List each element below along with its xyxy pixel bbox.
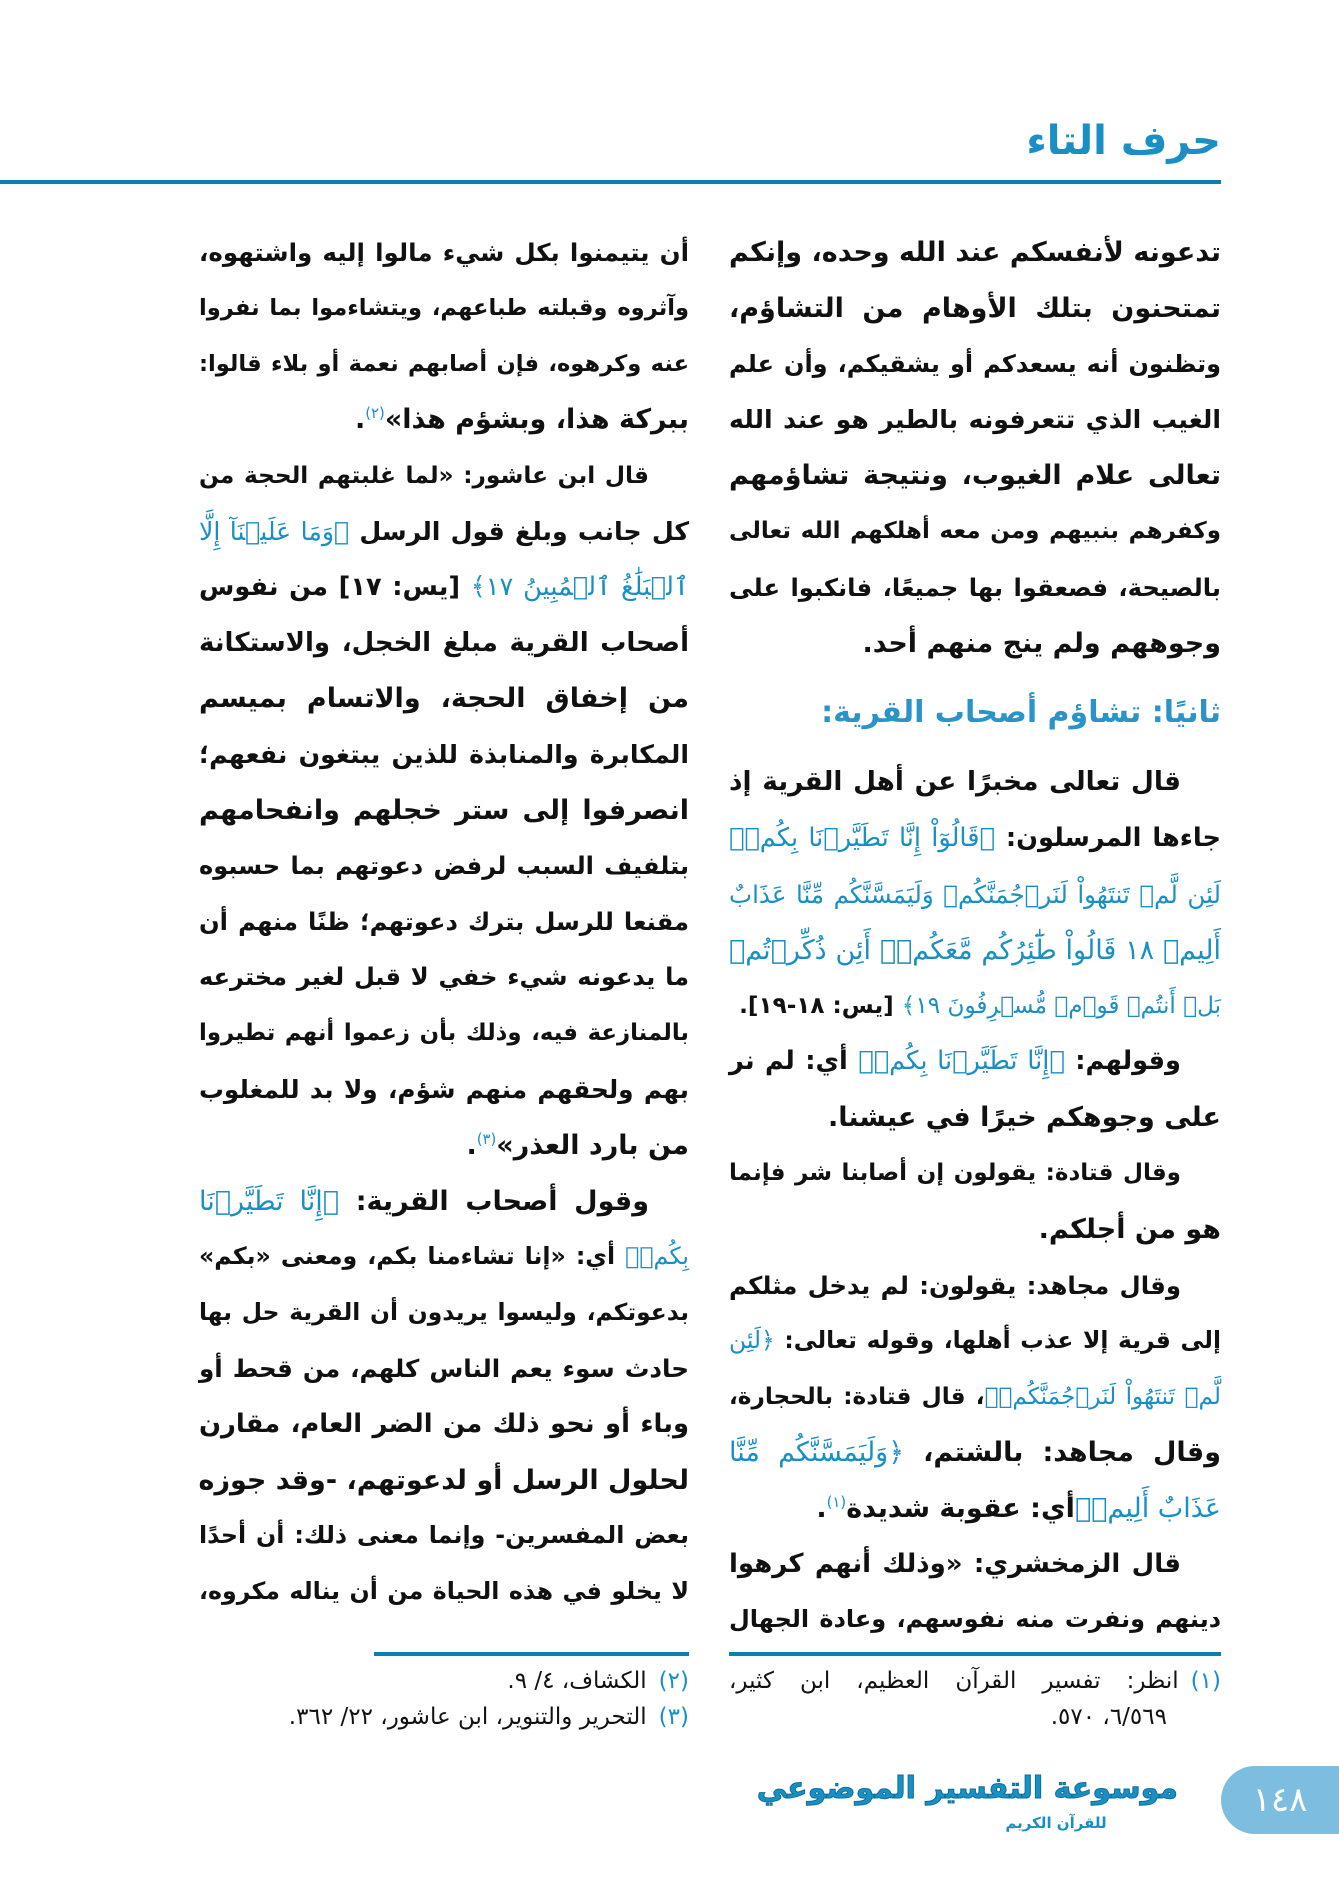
text-line [729,560,1221,616]
text-line [199,1397,689,1453]
text-line [199,1285,689,1341]
text-line-content [199,462,649,489]
text-line-content [729,460,1221,491]
body-text: حادث سوء يعم الناس كلهم، من قحط أو [199,1353,689,1383]
body-text: تعالى علام الغيوب، ونتيجة تشاؤمهم [729,460,1221,492]
body-text: أي: لم نر [729,1046,859,1077]
text-line-content [862,628,1221,659]
body-text: . [816,1492,827,1524]
body-text: وقولهم: [1064,1046,1181,1077]
body-text: أن يتيمنوا بكل شيء مالوا إليه واشتهوه، [199,238,689,267]
text-line [199,839,689,895]
body-text: بالمنازعة فيه، وذلك بأن زعموا أنهم تطيروا [199,1020,689,1047]
body-text: [يس: ١٨-١٩]. [739,992,902,1019]
body-text: بالصيحة، فصعقوا بها جميعًا، فانكبوا على [729,572,1221,602]
text-line [199,727,689,783]
footnote-text: انظر: تفسير القرآن العظيم، ابن كثير، [729,1668,1179,1694]
text-line-content [199,963,689,991]
encyclopedia-logo [756,1766,1178,1842]
body-text: . [354,404,366,436]
body-text: وباء أو نحو ذلك من الضر العام، مقارن [199,1408,689,1439]
text-line [729,1592,1221,1648]
text-line-content [466,1130,689,1161]
body-text: ما يدعونه شيء خفي لا قبل لغير مخترعه [199,963,689,992]
text-line-content [729,1271,1181,1300]
text-line-content [199,1298,689,1326]
text-line [199,950,689,1006]
body-text: مقنعا للرسل بترك دعوتهم؛ ظنًا منهم أن [199,907,689,936]
footnote-divider-left [374,1652,689,1656]
quran-verse: ﴿إِنَّا تَطَيَّرۡنَا بِكُمۡ﴾ [858,1046,1065,1077]
body-text: المكابرة والمنابذة للذين يبتغون نفعهم؛ [199,740,689,770]
text-line [729,979,1221,1035]
text-line-content [729,293,1221,324]
text-line [729,616,1221,672]
text-line [729,1258,1221,1314]
text-line-content [729,1383,1221,1410]
text-line-content [729,1437,1221,1468]
body-text: وقال قتادة: يقولون إن أصابنا شر فإنما [729,1159,1181,1186]
body-text: وآثروه وقبلته طباعهم، ويتشاءموا بما نفروا [199,294,689,321]
footnote-text: الكشاف، ٤/ ٩. [507,1668,647,1694]
body-text: أي: «إنا تشاءمنا بكم، ومعنى «بكم» [199,1242,626,1271]
text-line [199,783,689,839]
text-line-content [199,295,689,321]
body-text: أصحاب القرية مبلغ الخجل، والاستكانة [199,627,689,658]
quran-verse: ﴿قَالُوٓاْ إِنَّا تَطَيَّرۡنَا بِكُمۡۖ [729,823,995,854]
text-line-content [199,1186,649,1217]
body-text: هو من أجلكم. [1038,1213,1221,1245]
body-text: [يس: ١٧] من نفوس [199,571,471,602]
text-line-content [199,683,689,714]
text-line [729,1425,1221,1481]
quran-verse: ٱلۡبَلَٰغُ ٱلۡمُبِينُ ١٧﴾ [470,571,689,602]
text-line-content [199,1242,689,1270]
text-line-content [199,1521,689,1549]
text-line-content [199,1409,689,1439]
text-line [199,616,689,672]
text-line-content [199,1465,689,1496]
footnote-number: (١) [1190,1668,1221,1694]
text-line-content [729,1160,1181,1186]
body-text: كل جانب وبلغ قول الرسل [349,516,689,546]
body-text: وقول أصحاب القرية: [339,1185,649,1217]
text-line-content [199,908,689,936]
text-line [199,1508,689,1564]
text-line-content [199,1075,689,1104]
text-line [729,504,1221,560]
footnote-ref[interactable]: (١) [826,1492,847,1511]
left-column-body [199,225,689,1620]
text-line [199,1118,689,1174]
text-line-content [199,1577,689,1605]
logo-subtitle: للقرآن الكريم [1005,1814,1107,1832]
body-text: من إخفاق الحجة، والاتسام بميسم [199,683,689,715]
body-text: على وجوهكم خيرًا في عيشنا. [827,1102,1221,1134]
header-divider [0,180,1221,184]
text-line [199,337,689,393]
text-line [729,755,1221,811]
text-line [729,1313,1221,1369]
text-line-content [729,1046,1181,1076]
body-text: تدعونه لأنفسكم عند الله وحده، وإنكم [729,237,1221,268]
body-text: تمتحنون بتلك الأوهام من التشاؤم، [729,292,1221,324]
text-line-content [729,237,1221,268]
section-heading: ثانيًا: تشاؤم أصحاب القرية: [821,695,1221,731]
body-text: لا يخلو في هذه الحياة من أن يناله مكروه، [199,1577,689,1606]
text-line [199,1341,689,1397]
text-line-content [729,880,1221,909]
body-text: قال ابن عاشور: «لما غلبتهم الحجة من [199,462,649,490]
text-line [729,923,1221,979]
body-text: أي: عقوبة شديدة [846,1492,1075,1524]
body-text: دينهم ونفرت منه نفوسهم، وعادة الجهال [729,1605,1221,1634]
quran-verse: عَذَابٌ أَلِيمٞ﴾ [1074,1492,1221,1524]
text-line [199,1564,689,1620]
text-line [199,281,689,337]
footnote-ref[interactable]: (٣) [476,1129,497,1148]
body-text: قال الزمخشري: «وذلك أنهم كرهوا [729,1548,1181,1579]
text-line-content [729,350,1221,378]
text-line [729,1481,1221,1537]
text-line [199,392,689,448]
body-text: بعض المفسرين- وإنما معنى ذلك: أن أحدًا [199,1521,689,1550]
text-line-content [816,1493,1221,1524]
text-line-content [199,795,689,826]
text-line-content [199,628,689,658]
body-text: وكفرهم بنبيهم ومن معه أهلكهم الله تعالى [729,517,1221,544]
text-line [729,392,1221,448]
text-line [199,671,689,727]
text-line [199,225,689,281]
quran-verse: ﴿وَمَا عَلَيۡنَآ إِلَّا [199,516,350,546]
quran-verse: لَئِن لَّمۡ تَنتَهُواْ لَنَرۡجُمَنَّكُمۡ وَلَيَمَسَّنَّكُم مِّنَّا عَذَابٌ [729,879,1221,909]
body-text: وجوههم ولم ينج منهم أحد. [862,627,1221,659]
text-line [199,1453,689,1509]
text-line-content [729,1549,1181,1579]
text-line [729,225,1221,281]
text-line-content [199,517,689,546]
text-line [729,1146,1221,1202]
text-line [729,867,1221,923]
body-text: . [466,1129,477,1161]
footnote-1-continued: ٦/٥٦٩، ٥٧٠. [1050,1704,1167,1730]
body-text: ، قال قتادة: بالحجارة، [729,1383,985,1411]
left-column [199,225,689,1620]
text-line [199,504,689,560]
text-line [199,448,689,504]
quran-verse: ﴿إِنَّا تَطَيَّرۡنَا [199,1185,339,1217]
footnote-number: (٣) [658,1704,689,1730]
footnote-ref[interactable]: (٢) [365,404,385,423]
footnote-3 [289,1704,689,1730]
body-text: لحلول الرسل أو لدعوتهم، -وقد جوزه [198,1464,689,1496]
body-text: وقال مجاهد: يقولون: لم يدخل مثلكم [729,1270,1181,1300]
footnote-divider-right [729,1652,1221,1656]
footnote-2 [507,1668,689,1694]
text-line [729,281,1221,337]
text-line [199,1229,689,1285]
text-line [729,1202,1221,1258]
text-line [729,1090,1221,1146]
text-line [729,1369,1221,1425]
text-line [199,1006,689,1062]
right-column [729,225,1221,1648]
body-text: وتظنون أنه يسعدكم أو يشقيكم، وأن علم [729,349,1221,378]
text-line-content [729,823,1221,853]
quran-verse: بِكُمۡ﴾ [625,1242,689,1271]
text-line-content [729,518,1221,544]
body-text: جاءها المرسلون: [994,823,1221,854]
text-line [729,448,1221,504]
text-line [199,1062,689,1118]
body-text: عنه وكرهوه، فإن أصابهم نعمة أو بلاء قالوا: [199,350,689,377]
text-line-content [199,740,689,769]
chapter-title: حرف التاء [1026,118,1221,164]
body-text: ببركة هذا، وبشؤم هذا» [384,404,689,436]
quran-verse: ﴿لَئِن [729,1326,775,1355]
text-line-content [729,405,1221,434]
text-line-content [828,1102,1221,1133]
text-line [199,895,689,951]
text-line-content [355,404,689,435]
text-line-content [1039,1214,1221,1245]
text-line [729,811,1221,867]
body-text: الغيب الذي تتعرفونه بالطير هو عند الله [729,405,1221,435]
right-column-upper [729,225,1221,671]
text-line-content [729,573,1221,602]
body-text: من بارد العذر» [496,1129,689,1161]
footnote-text: التحرير والتنوير، ابن عاشور، ٢٢/ ٣٦٢. [288,1704,647,1730]
body-text: بدعوتكم، وليسوا يريدون أن القرية حل بها [199,1298,689,1327]
text-line-content [729,1326,1221,1354]
text-line-content [199,1354,689,1383]
text-line-content [729,935,1221,966]
text-line-content [729,1605,1221,1633]
text-line [729,1537,1221,1593]
body-text: إلى قرية إلا عذب أهلها، وقوله تعالى: [774,1326,1221,1355]
text-line-content [199,572,689,602]
text-line [199,560,689,616]
text-line-content [739,993,1221,1019]
text-line [729,1034,1221,1090]
footnote-1 [729,1668,1221,1694]
quran-verse: ﴿وَلَيَمَسَّنَّكُم مِّنَّا [729,1436,905,1468]
body-text: قال تعالى مخبرًا عن أهل القرية إذ [729,767,1181,798]
body-text: وقال مجاهد: بالشتم، [904,1436,1221,1468]
text-line [729,337,1221,393]
text-line-content [199,351,689,377]
logo-title: موسوعة التفسير الموضوعي [756,1771,1178,1806]
text-line-content [199,1020,689,1046]
text-line-content [729,767,1181,797]
text-line [199,1174,689,1230]
text-line-content [199,238,689,267]
body-text: بتلفيف السبب لرفض دعوتهم بما حسبوه [199,851,689,880]
footnote-number: (٢) [658,1668,689,1694]
body-text: بهم ولحقهم منهم شؤم، ولا بد للمغلوب [199,1074,689,1104]
quran-verse: لَّمۡ تَنتَهُواْ لَنَرۡجُمَنَّكُمۡ﴾ [984,1383,1221,1411]
quran-verse: بَلۡ أَنتُمۡ قَوۡمٞ مُّسۡرِفُونَ ١٩﴾ [901,992,1221,1019]
text-line-content [199,852,689,880]
page-number: ١٤٨ [1221,1766,1339,1834]
body-text: انصرفوا إلى ستر خجلهم وانفحامهم [199,794,689,826]
quran-verse: أَلِيمٞ ١٨ قَالُواْ طَٰٓئِرُكُم مَّعَكُمۡۚ أَئِن ذُكِّرۡتُمۚ [729,934,1221,966]
right-column-lower [729,755,1221,1648]
